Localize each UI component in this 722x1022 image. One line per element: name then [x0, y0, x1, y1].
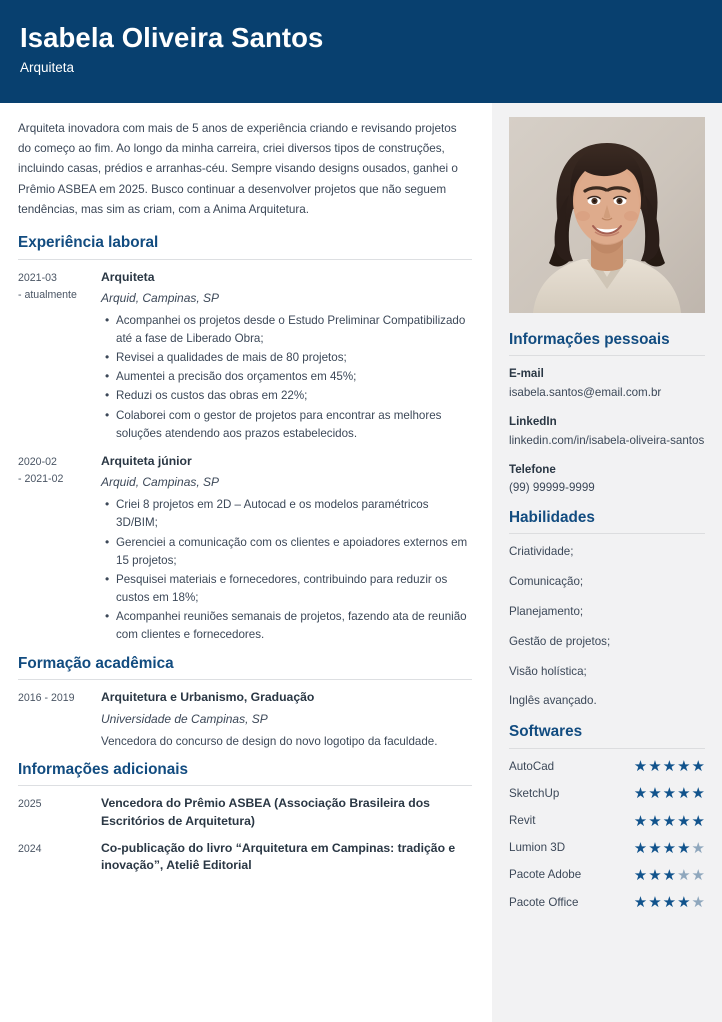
- sidebar-divider: [509, 748, 705, 749]
- section-divider: [18, 679, 472, 680]
- software-row: [509, 840, 705, 856]
- bullet-item: • Aumentei a precisão dos orçamentos em 45%;: [116, 368, 472, 386]
- star-filled-icon: ★: [633, 839, 648, 857]
- star-filled-icon: ★: [633, 785, 648, 803]
- bullet-item: • Reduzi os custos das obras em 22%;: [116, 387, 472, 405]
- date-to: - 2021-02: [18, 472, 64, 485]
- skill-item: Planejamento;: [509, 605, 584, 619]
- degree-title: Arquitetura e Urbanismo, Graduação: [101, 690, 315, 705]
- entry-details: [101, 453, 472, 645]
- software-rating-stars: [634, 895, 705, 910]
- entry-date-range: [18, 453, 101, 488]
- sidebar-section-skills: [509, 509, 705, 710]
- skill-item: Comunicação;: [509, 575, 584, 589]
- bullet-item: • Acompanhei reuniões semanais de projetos, fazendo ata de reunião com clientes e fornecedores.: [116, 608, 472, 644]
- software-name: AutoCad: [509, 759, 555, 773]
- contact-label: E-mail: [509, 367, 544, 381]
- software-name: Pacote Office: [509, 895, 579, 909]
- star-filled-icon: ★: [677, 812, 691, 830]
- sidebar-title-skills: Habilidades: [509, 509, 595, 527]
- software-rating-stars: [634, 759, 705, 774]
- star-filled-icon: ★: [648, 758, 662, 776]
- software-row: [509, 759, 705, 775]
- contact-label: LinkedIn: [509, 414, 557, 428]
- sidebar-divider: [509, 533, 705, 534]
- star-filled-icon: ★: [633, 894, 648, 912]
- job-title: Arquiteta: [101, 269, 155, 284]
- skill-item: Gestão de projetos;: [509, 634, 611, 648]
- section-education: [18, 655, 472, 751]
- contact-value[interactable]: linkedin.com/in/isabela-oliveira-santos: [509, 433, 705, 447]
- bullet-item: • Colaborei com o gestor de projetos para encontrar as melhores soluções atendendo aos prazos estabelecidos.: [116, 407, 472, 443]
- entry-details: [101, 689, 472, 751]
- skill-item: Visão holística;: [509, 664, 587, 678]
- section-title-experience: Experiência laboral: [18, 234, 159, 252]
- section-title-education: Formação acadêmica: [18, 655, 174, 672]
- star-filled-icon: ★: [662, 812, 677, 830]
- star-filled-icon: ★: [633, 758, 648, 776]
- software-name: Pacote Adobe: [509, 868, 582, 882]
- sidebar-section-softwares: [509, 723, 705, 911]
- bullet-item: • Revisei a qualidades de mais de 80 projetos;: [116, 349, 472, 367]
- education-note: Vencedora do concurso de design do novo logotipo da faculdade.: [101, 735, 438, 748]
- star-filled-icon: ★: [648, 812, 662, 830]
- star-filled-icon: ★: [677, 785, 691, 803]
- education-entry: [18, 689, 472, 751]
- achievement-text: Vencedora do Prêmio ASBEA (Associação Brasileira dos Escritórios de Arquitetura): [101, 796, 430, 828]
- software-row: [509, 895, 705, 911]
- star-filled-icon: ★: [677, 894, 691, 912]
- date-year: 2024: [18, 842, 42, 855]
- sidebar-title-personal: Informações pessoais: [509, 331, 670, 348]
- bullet-item: • Pesquisei materiais e fornecedores, contribuindo para reduzir os custos em 18%;: [116, 571, 472, 607]
- software-rating-list: [509, 759, 705, 911]
- software-rating-stars: [634, 841, 705, 856]
- date-from: 2020-02: [18, 455, 57, 468]
- star-filled-icon: ★: [633, 867, 648, 885]
- date-to: - atualmente: [18, 288, 77, 301]
- experience-entry: [18, 453, 472, 645]
- star-filled-icon: ★: [662, 785, 677, 803]
- job-company: Arquid, Campinas, SP: [101, 475, 220, 490]
- skill-item: Inglês avançado.: [509, 694, 597, 708]
- job-bullets: [101, 496, 472, 644]
- star-filled-icon: ★: [677, 758, 691, 776]
- contact-phone: [509, 462, 705, 498]
- software-name: Revit: [509, 814, 536, 828]
- profile-photo: [509, 117, 705, 313]
- entry-date-range: [18, 689, 101, 707]
- date-from: 2021-03: [18, 271, 57, 284]
- experience-entry: [18, 269, 472, 444]
- contact-email: [509, 366, 705, 402]
- job-bullets: [101, 312, 472, 443]
- star-filled-icon: ★: [677, 839, 691, 857]
- professional-summary: Arquiteta inovadora com mais de 5 anos de experiência criando e revisando projetos do começo ao fim. Ao longo da minha carreira, criei diversos tipos de construções, incluindo casas, prédios e arranhas-céu. Sempre visando designs ousados, ganhei o Prêmio ASBEA em 2025. Busco continuar a desenvolver projetos que não seguem tendências, mas sim as criam, com a Anima Arquitetura.: [18, 122, 458, 216]
- entry-details: [101, 840, 472, 875]
- entry-details: [101, 795, 472, 830]
- institution-name: Universidade de Campinas, SP: [101, 711, 268, 726]
- resume-header: [0, 0, 722, 103]
- star-filled-icon: ★: [691, 758, 705, 776]
- section-experience: [18, 234, 472, 645]
- entry-date-range: [18, 840, 101, 858]
- skill-item: Criatividade;: [509, 545, 574, 559]
- software-name: SketchUp: [509, 786, 560, 800]
- software-rating-stars: [634, 868, 705, 883]
- sidebar-section-personal: [509, 331, 705, 497]
- section-additional-info: [18, 761, 472, 875]
- profile-photo-image: [509, 117, 705, 313]
- star-filled-icon: ★: [662, 867, 677, 885]
- software-row: [509, 867, 705, 883]
- section-divider: [18, 785, 472, 786]
- star-filled-icon: ★: [691, 785, 705, 803]
- entry-date-range: [18, 795, 101, 813]
- star-empty-icon: ★: [691, 894, 705, 912]
- contact-value: (99) 99999-9999: [509, 481, 595, 495]
- contact-value[interactable]: isabela.santos@email.com.br: [509, 386, 662, 400]
- candidate-role: Arquiteta: [20, 60, 75, 76]
- star-empty-icon: ★: [691, 839, 705, 857]
- star-empty-icon: ★: [677, 867, 691, 885]
- star-filled-icon: ★: [648, 785, 662, 803]
- sidebar-column: [492, 103, 722, 1022]
- star-filled-icon: ★: [648, 894, 662, 912]
- bullet-item: • Gerenciei a comunicação com os clientes e apoiadores externos em 15 projetos;: [116, 534, 472, 570]
- star-filled-icon: ★: [662, 894, 677, 912]
- star-filled-icon: ★: [633, 812, 648, 830]
- sidebar-title-softwares: Softwares: [509, 723, 583, 741]
- star-filled-icon: ★: [662, 839, 677, 857]
- star-filled-icon: ★: [662, 758, 677, 776]
- bullet-item: • Criei 8 projetos em 2D – Autocad e os modelos paramétricos 3D/BIM;: [116, 496, 472, 532]
- additional-entry: [18, 840, 472, 875]
- software-name: Lumion 3D: [509, 841, 566, 855]
- additional-entry: [18, 795, 472, 830]
- resume-body: [0, 103, 722, 1022]
- date-range: 2016 - 2019: [18, 692, 75, 705]
- star-filled-icon: ★: [648, 867, 662, 885]
- star-filled-icon: ★: [691, 812, 705, 830]
- job-title: Arquiteta júnior: [101, 453, 192, 468]
- contact-linkedin: [509, 414, 705, 450]
- sidebar-divider: [509, 355, 705, 356]
- section-title-additional: Informações adicionais: [18, 760, 189, 778]
- main-column: [0, 103, 492, 1022]
- bullet-item: • Acompanhei os projetos desde o Estudo Preliminar Compatibilizado até a fase de Liberado Obra;: [116, 312, 472, 348]
- entry-date-range: [18, 269, 101, 304]
- star-filled-icon: ★: [648, 839, 662, 857]
- software-rating-stars: [634, 786, 705, 801]
- software-rating-stars: [634, 814, 705, 829]
- section-divider: [18, 259, 472, 260]
- star-empty-icon: ★: [691, 867, 705, 885]
- entry-details: [101, 269, 472, 444]
- software-row: [509, 786, 705, 802]
- date-year: 2025: [18, 798, 42, 811]
- contact-label: Telefone: [509, 462, 556, 476]
- software-row: [509, 813, 705, 829]
- job-company: Arquid, Campinas, SP: [101, 290, 220, 305]
- candidate-name: Isabela Oliveira Santos: [20, 22, 324, 53]
- achievement-text: Co-publicação do livro “Arquitetura em Campinas: tradição e inovação”, Ateliê Editorial: [101, 840, 456, 873]
